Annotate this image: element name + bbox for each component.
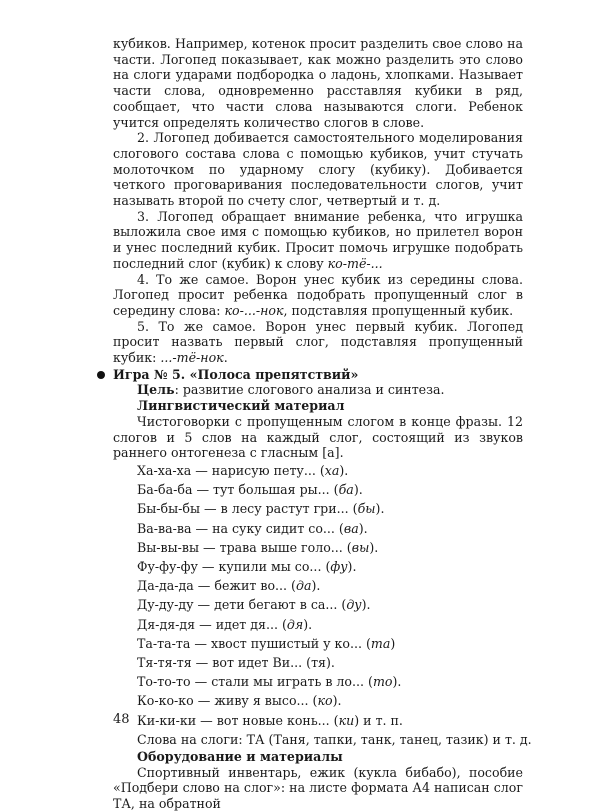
rhyme-text: Ха-ха-ха — нарисую пету... ( bbox=[137, 462, 325, 478]
rhyme-text: Ва-ва-ва — на суку сидит со... ( bbox=[137, 520, 344, 536]
paragraph-5-text: 5. То же самое. Ворон унес первый кубик. Логопед просит назвать первый слог, подставляя пропущенный кубик: bbox=[113, 318, 523, 366]
material-heading: Лингвистический материал bbox=[137, 398, 345, 414]
words-line: Слова на слоги: ТА (Таня, тапки, танк, танец, тазик) и т. д. bbox=[137, 731, 532, 747]
paragraph-3-text: 3. Логопед обращает внимание ребенка, что игрушка выложила свое имя с помощью кубиков, но прилетел ворон и унес последний кубик. Просит помочь игрушке подобрать последний слог (кубик) к слову bbox=[113, 208, 523, 271]
goal-text: : развитие слогового анализа и синтеза. bbox=[174, 382, 445, 398]
rhyme-close: ) и т. п. bbox=[354, 712, 403, 728]
rhyme-close: ). bbox=[375, 501, 385, 517]
rhyme-list bbox=[113, 461, 532, 749]
paragraph-4-text: 4. То же самое. Ворон унес кубик из середины слова. Логопед просит ребенка подобрать пропущенный слог в середину слова: bbox=[113, 271, 523, 318]
rhyme-close: ) bbox=[390, 635, 396, 651]
rhyme-close: ). bbox=[353, 482, 363, 498]
rhyme-line bbox=[137, 519, 523, 538]
rhyme-answer: ки bbox=[338, 712, 355, 728]
rhyme-text: Да-да-да — бежит во... ( bbox=[137, 578, 296, 594]
rhyme-answer: ва bbox=[343, 520, 359, 536]
rhyme-answer: то bbox=[372, 674, 393, 690]
rhyme-text: Ко-ко-ко — живу я высо... ( bbox=[137, 693, 318, 709]
rhyme-close: ). bbox=[392, 674, 402, 690]
rhyme-close: ). bbox=[332, 693, 342, 709]
rhyme-text: Дя-дя-дя — идет дя... ( bbox=[137, 616, 287, 632]
rhyme-line bbox=[137, 634, 523, 653]
rhyme-line bbox=[137, 653, 523, 672]
rhyme-text: То-то-то — стали мы играть в ло... ( bbox=[137, 674, 373, 690]
page-text bbox=[113, 36, 532, 812]
material-intro: Чистоговорки с пропущенным слогом в конце фразы. 12 слогов и 5 слов на каждый слог, состоящий из звуков раннего онтогенеза с гласным [а]. bbox=[113, 413, 523, 461]
page-number: 48 bbox=[113, 712, 130, 727]
rhyme-close: ). bbox=[369, 539, 379, 555]
rhyme-answer: дя bbox=[286, 616, 304, 632]
paragraph-2: 2. Логопед добивается самостоятельного моделирования слогового состава слова с помощью кубиков, учит стучать молоточком по ударному слогу (кубику). Добивается четкого проговаривания последовательности слогов, учит называть второй по счету слог, четвертый и т. д. bbox=[113, 130, 523, 209]
rhyme-answer: ба bbox=[338, 482, 354, 498]
paragraph-4 bbox=[113, 272, 523, 319]
rhyme-line bbox=[137, 691, 523, 710]
rhyme-answer: бы bbox=[357, 501, 376, 517]
rhyme-close: ). bbox=[303, 616, 313, 632]
rhyme-line bbox=[137, 480, 523, 499]
paragraph-4-word: ко-...-нок bbox=[224, 302, 284, 318]
rhyme-answer: ко bbox=[317, 693, 333, 709]
paragraph-5-word: ...-тё-нок bbox=[160, 350, 224, 366]
game-title: Игра № 5. «Полоса препятствий» bbox=[113, 366, 359, 382]
rhyme-answer: фу bbox=[330, 559, 348, 574]
bullet-icon bbox=[97, 371, 105, 379]
paragraph-1: кубиков. Например, котенок просит разделить свое слово на части. Логопед показывает, как можно разделить это слово на слоги ударами подбородка о ладонь, хлопками. Называет части слова, одновременно расставляя кубики в ряд, сообщает, что части слова называются слоги. Ребенок учится определять количество слогов в слове. bbox=[113, 36, 523, 130]
rhyme-close: ). bbox=[361, 597, 371, 613]
game-heading bbox=[113, 367, 523, 383]
rhyme-line bbox=[137, 595, 523, 614]
goal-label: Цель bbox=[137, 382, 175, 398]
paragraph-4-tail: , подставляя пропущенный кубик. bbox=[283, 302, 514, 318]
paragraph-5 bbox=[113, 319, 523, 366]
paragraph-3 bbox=[113, 209, 523, 272]
rhyme-line bbox=[137, 538, 523, 557]
rhyme-close: ). bbox=[347, 559, 357, 574]
rhyme-answer: ду bbox=[346, 597, 362, 613]
rhyme-answer: вы bbox=[351, 539, 370, 555]
rhyme-line bbox=[137, 557, 523, 576]
rhyme-line bbox=[137, 576, 523, 595]
rhyme-text: Ду-ду-ду — дети бегают в са... ( bbox=[137, 597, 347, 613]
rhyme-text: Вы-вы-вы — трава выше голо... ( bbox=[137, 539, 352, 555]
rhyme-text: Та-та-та — хвост пушистый у ко... ( bbox=[137, 635, 371, 651]
equipment-heading: Оборудование и материалы bbox=[137, 749, 343, 765]
rhyme-line bbox=[137, 711, 523, 730]
rhyme-close: ). bbox=[311, 578, 321, 594]
rhyme-line bbox=[137, 499, 523, 518]
rhyme-text: Бы-бы-бы — в лесу растут гри... ( bbox=[137, 501, 358, 517]
rhyme-answer: та bbox=[370, 635, 391, 651]
goal-line bbox=[113, 382, 523, 398]
rhyme-line bbox=[137, 615, 523, 634]
paragraph-3-word: ко-тё-... bbox=[327, 255, 383, 271]
equipment-text: Спортивный инвентарь, ежик (кукла бибабо), пособие «Подбери слово на слог»: на листе формата А4 написан слог ТА, на обратной bbox=[113, 764, 523, 812]
rhyme-text: Тя-тя-тя — вот идет Ви... (тя). bbox=[137, 655, 335, 671]
paragraph-5-end: . bbox=[223, 350, 228, 366]
rhyme-close: ). bbox=[358, 520, 368, 536]
rhyme-answer: да bbox=[295, 578, 312, 594]
rhyme-line bbox=[137, 461, 523, 480]
rhyme-close: ). bbox=[339, 462, 349, 478]
rhyme-line bbox=[137, 672, 523, 691]
rhyme-text: Фу-фу-фу — купили мы со... ( bbox=[137, 559, 331, 574]
rhyme-text: Ба-ба-ба — тут большая ры... ( bbox=[137, 482, 339, 498]
rhyme-answer: ха bbox=[324, 462, 340, 478]
rhyme-text: Ки-ки-ки — вот новые конь... ( bbox=[137, 712, 339, 728]
